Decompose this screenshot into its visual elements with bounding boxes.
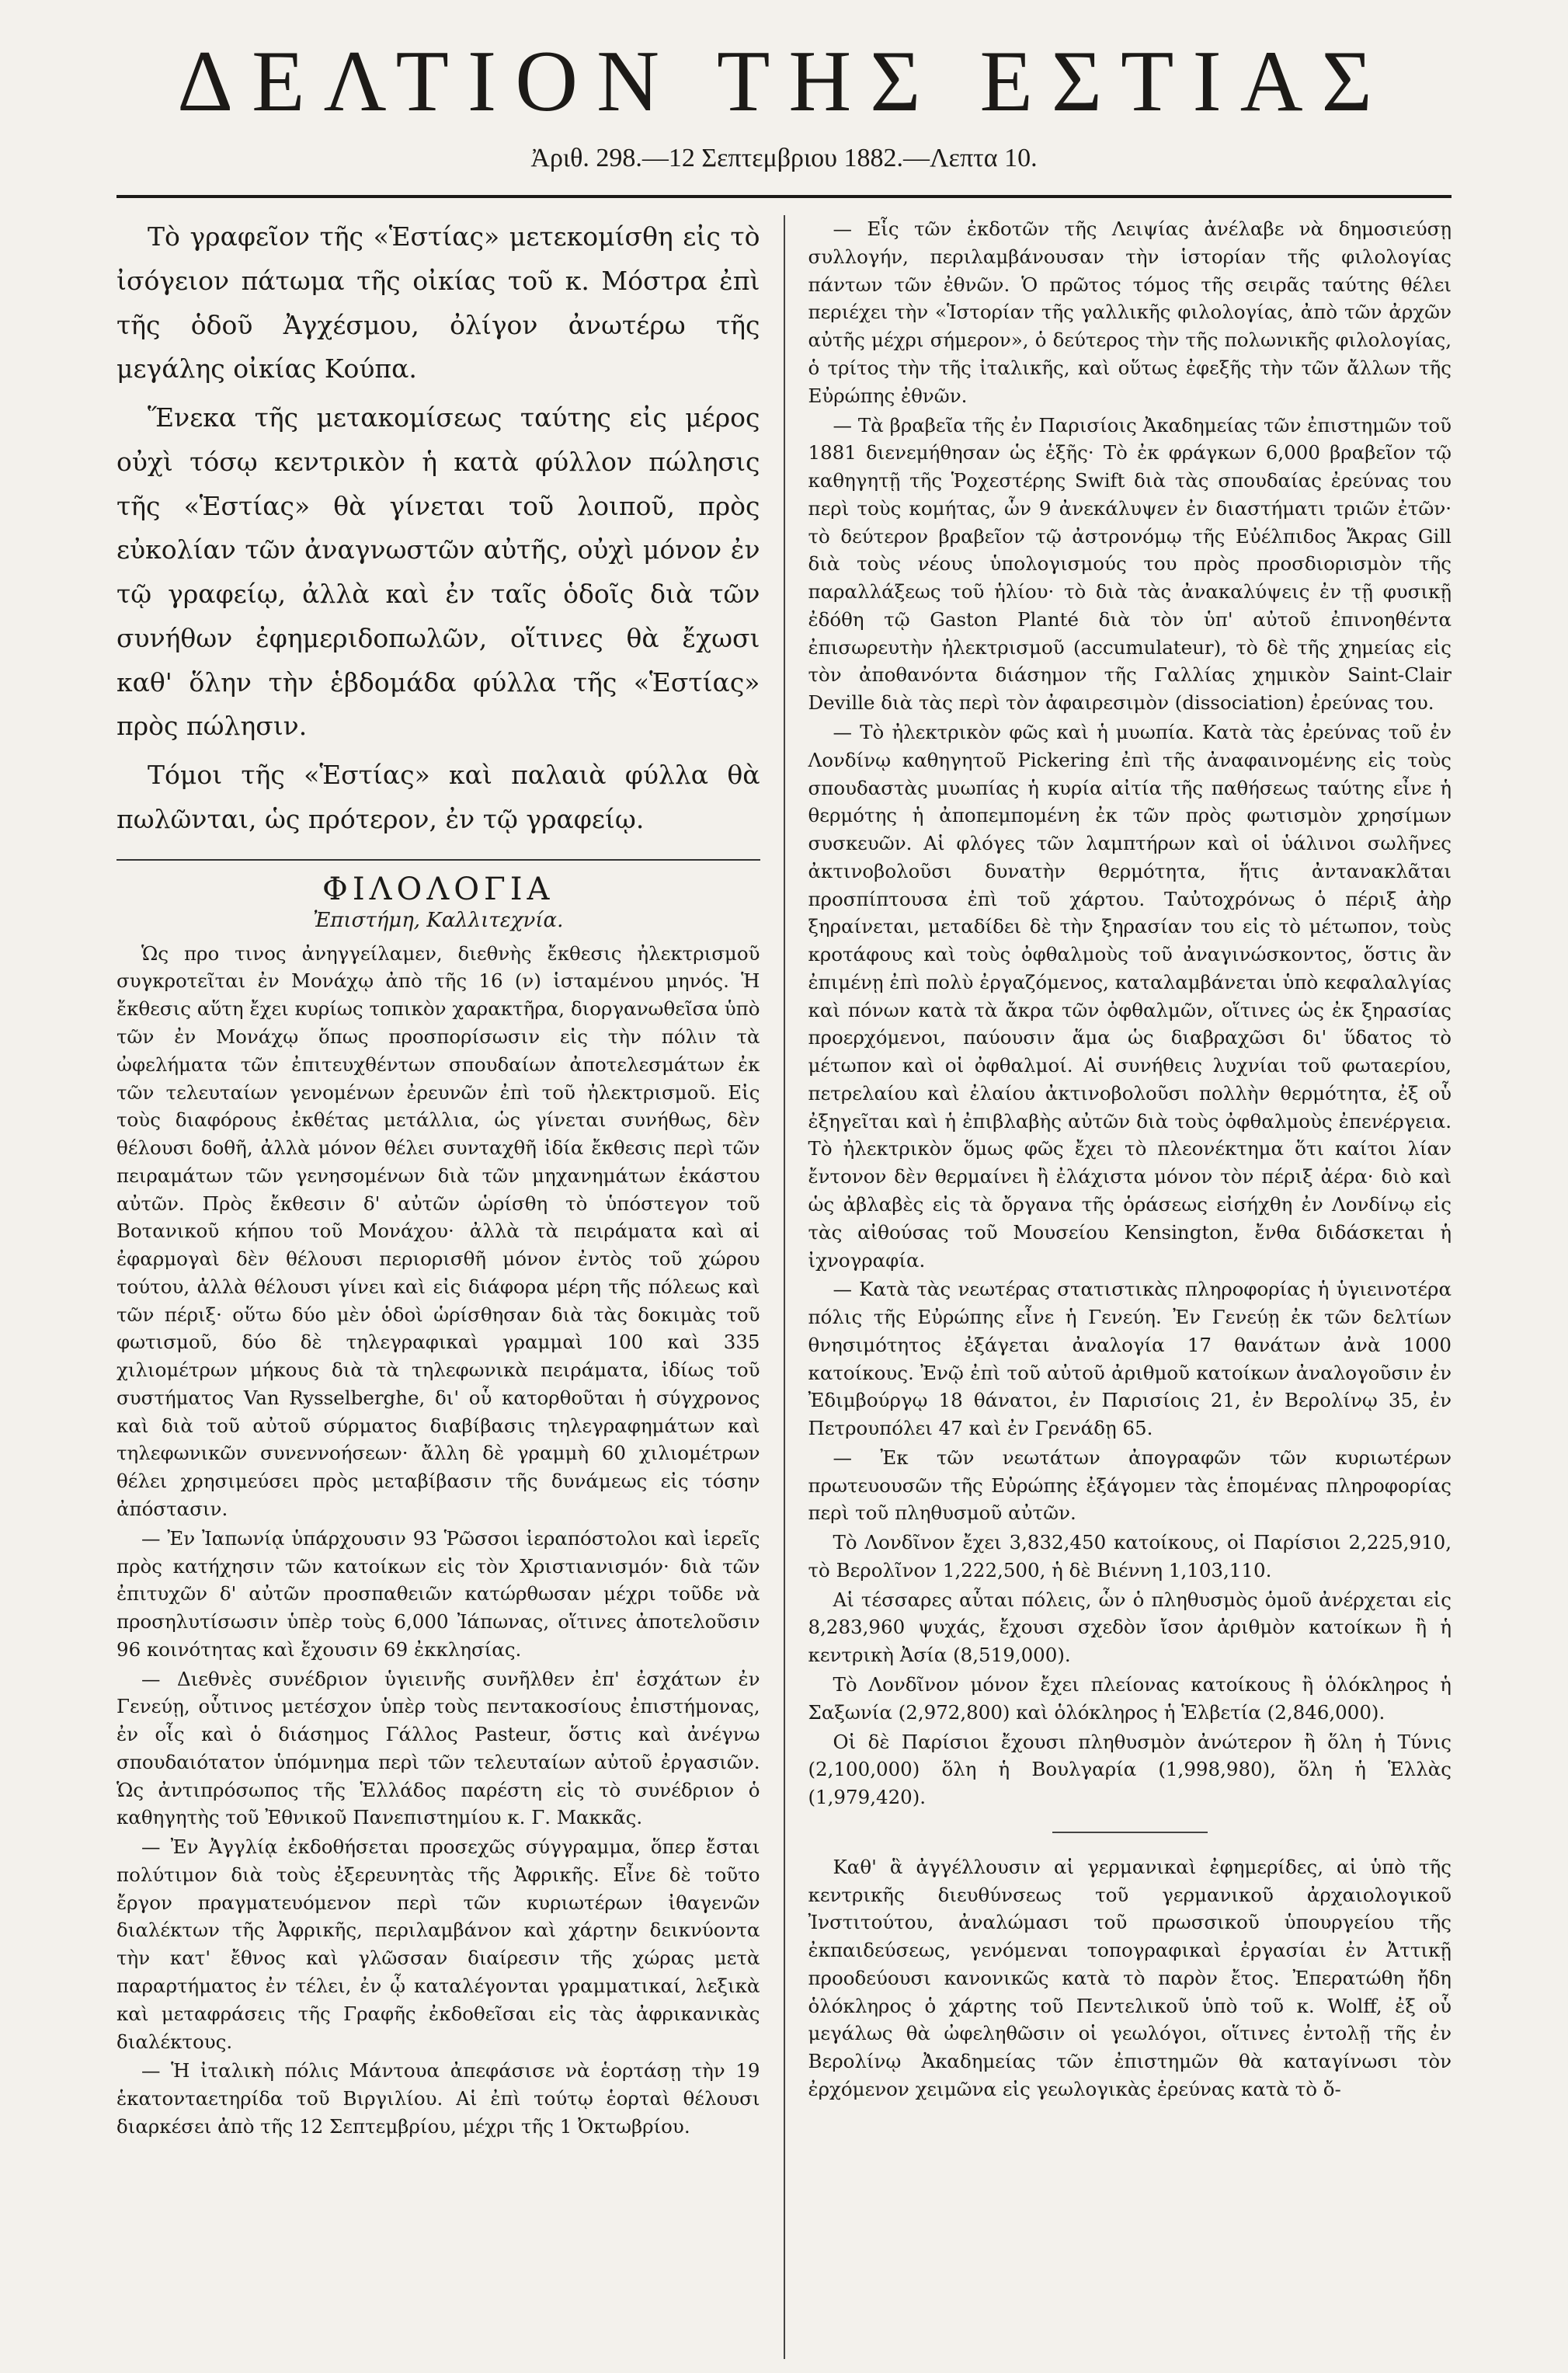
short-divider xyxy=(1052,1832,1208,1833)
article-paragraph: Οἱ δὲ Παρίσιοι ἔχουσι πληθυσμὸν ἀνώτερον ἢ ὅλη ἡ Τύνις (2,100,000) ὅλη ἡ Βουλγαρία (1,998,980), ὅλη ἡ Ἑλλὰς (1,979,420). xyxy=(808,1730,1452,1809)
article-paragraph: — Κατὰ τὰς νεωτέρας στατιστικὰς πληροφορίας ἡ ὑγιεινοτέρα πόλις τῆς Εὐρώπης εἶνε ἡ Γενεύη. Ἐν Γενεύῃ ἐκ τῶν δελτίων θνησιμότητος ἐξάγεται ἀναλογία 17 θανάτων ἀνὰ 1000 κατοίκους. Ἐνῷ ἐπὶ τοῦ αὐτοῦ ἀριθμοῦ κατοίκων ἀναλογοῦσιν ἐν Ἐδιμβούργῳ 18 θάνατοι, ἐν Παρισίοις 21, ἐν Βερολίνῳ 35, ἐν Πετρουπόλει 47 καὶ ἐν Γρενάδῃ 65. xyxy=(808,1278,1452,1440)
article-paragraph: — Ἐν Ἀγγλίᾳ ἐκδοθήσεται προσεχῶς σύγγραμμα, ὅπερ ἔσται πολύτιμον διὰ τοὺς ἐξερευνητὰς τῆς Ἀφρικῆς. Εἶνε δὲ τοῦτο ἔργον πραγματευόμενον περὶ τῶν κυριωτέρων ἰθαγενῶν διαλέκτων τῆς Ἀφρικῆς, περιλαμβάνον καὶ χάρτην δεικνύοντα τὴν κατ' ἔθνος καὶ γλῶσσαν διαίρεσιν τῆς χώρας μετὰ παραρτήματος ἐν τέλει, ἐν ᾧ καταλέγονται γραμματικαί, λεξικὰ καὶ μεταφράσεις τῆς Γραφῆς ἐκδοθεῖσαι εἰς τὰς ἀφρικανικὰς διαλέκτους. xyxy=(116,1835,760,2053)
article-paragraph: Τὸ Λονδῖνον μόνον ἔχει πλείονας κατοίκους ἢ ὁλόκληρος ἡ Σαξωνία (2,972,800) καὶ ὁλόκληρος ἡ Ἑλβετία (2,846,000). xyxy=(808,1673,1452,1724)
article-paragraph: — Διεθνὲς συνέδριον ὑγιεινῆς συνῆλθεν ἐπ' ἐσχάτων ἐν Γενεύῃ, οὗτινος μετέσχον ὑπὲρ τοὺς πεντακοσίους ἐπιστήμονας, ἐν οἷς καὶ ὁ διάσημος Γάλλος Pasteur, ὅστις καὶ ἀνέγνω σπουδαιότατον ὑπόμνημα περὶ τῶν τελευταίων αὐτοῦ ἐργασιῶν. Ὡς ἀντιπρόσωπος τῆς Ἑλλάδος παρέστη εἰς τὸ συνέδριον ὁ καθηγητὴς τοῦ Ἐθνικοῦ Πανεπιστημίου κ. Γ. Μακκᾶς. xyxy=(116,1667,760,1829)
notice-paragraph: Τὸ γραφεῖον τῆς «Ἑστίας» μετεκομίσθη εἰς τὸ ἰσόγειον πάτωμα τῆς οἰκίας τοῦ κ. Μόστρα ἐπὶ τῆς ὁδοῦ Ἀγχέσμου, ὀλίγον ἀνωτέρω τῆς μεγάλης οἰκίας Κούπα. xyxy=(116,221,760,384)
article-paragraph: — Τὸ ἠλεκτρικὸν φῶς καὶ ἡ μυωπία. Κατὰ τὰς ἐρεύνας τοῦ ἐν Λονδίνῳ καθηγητοῦ Pickering ἐπὶ τῆς ἀναφαινομένης εἰς τοὺς σπουδαστὰς μυωπίας ἡ κυρία αἰτία τῆς παθήσεως ταύτης εἶνε ἡ θερμότης ἡ ἀποπεμπομένη ἐκ τῶν πρὸς φωτισμὸν χρησίμων συσκευῶν. Αἱ φλόγες τῶν λαμπτήρων καὶ οἱ ὑάλινοι σωλῆνες ἀκτινοβολοῦσι δυνατὴν θερμότητα, ἥτις ἀντανακλᾶται προσπίπτουσα ἐπὶ τοῦ χάρτου. Ταὐτοχρόνως ὁ πέριξ ἀὴρ ξηραίνεται, μεταδίδει δὲ τὴν ξηρασίαν του εἰς τὸ μέτωπον, τοὺς κροτάφους καὶ τοὺς ὀφθαλμοὺς τοῦ ἀναγινώσκοντος, ὅστις ἂν ἐπιμένῃ ἐπὶ πολὺ ἐργαζόμενος, καταλαμβάνεται ὑπὸ κεφαλαλγίας καὶ πόνων κατὰ τὰ ἄκρα τῶν ὀφθαλμῶν, οἵτινες ὡς ἐκ ξηρασίας προερχόμενοι, παύουσιν ἅμα ὡς διαβραχῶσι δι' ὕδατος τὸ μέτωπον καὶ οἱ ὀφθαλμοί. Αἱ συνήθεις λυχνίαι τοῦ φωταερίου, πετρελαίου καὶ ἐλαίου ἀκτινοβολοῦσι πολλὴν θερμότητα, ἐξ οὗ ἐξηγεῖται καὶ ἡ ἐπιβλαβὴς αὐτῶν διὰ τοὺς ὀφθαλμοὺς ἐπενέργεια. Τὸ ἠλεκτρικὸν ὅμως φῶς ἔχει τὸ πλεονέκτημα ὅτι καίτοι λίαν ἔντονον δὲν θερμαίνει ἢ ἐλάχιστα μόνον τὸν πέριξ ἀέρα· διὸ καὶ ὡς ἀβλαβὲς εἰς τὰ ὄργανα τῆς ὁράσεως εἰσήχθη ἐν Λονδίνῳ εἰς τὰς αἰθούσας τοῦ Μουσείου Kensington, ἔνθα διδάσκεται ἡ ἰχνογραφία. xyxy=(808,720,1452,1272)
issue-line: Ἀριθ. 298.—12 Σεπτεμβριου 1882.—Λεπτα 10. xyxy=(530,144,1038,173)
masthead-title: ΔΕΛΤΙΟΝ ΤΗΣ ΕΣΤΙΑΣ xyxy=(177,33,1391,130)
section-title: ΦΙΛΟΛΟΓΙΑ xyxy=(322,871,555,907)
notice-paragraph: Τόμοι τῆς «Ἑστίας» καὶ παλαιὰ φύλλα θὰ πωλῶνται, ὡς πρότερον, ἐν τῷ γραφείῳ. xyxy=(116,760,760,834)
right-column xyxy=(785,215,1452,2359)
section-subtitle: Ἐπιστήμη, Καλλιτεχνία. xyxy=(313,908,564,932)
article-paragraph: Τὸ Λονδῖνον ἔχει 3,832,450 κατοίκους, οἱ Παρίσιοι 2,225,910, τὸ Βερολῖνον 1,222,500, ἡ δὲ Βιέννη 1,103,110. xyxy=(808,1531,1452,1581)
article-paragraph: — Ἐν Ἰαπωνίᾳ ὑπάρχουσιν 93 Ῥῶσσοι ἱεραπόστολοι καὶ ἱερεῖς πρὸς κατήχησιν τῶν κατοίκων εἰς τὸν Χριστιανισμόν· διὰ τῶν ἐπιτυχῶν δ' αὐτῶν προσπαθειῶν κατώρθωσαν μέχρι τοῦδε νὰ προσηλυτίσωσιν ὑπὲρ τοὺς 6,000 Ἰάπωνας, οἵτινες ἀποτελοῦσιν 96 κοινότητας καὶ ἔχουσιν 69 ἐκκλησίας. xyxy=(116,1526,760,1661)
article-paragraph: — Εἷς τῶν ἐκδοτῶν τῆς Λειψίας ἀνέλαβε νὰ δημοσιεύσῃ συλλογήν, περιλαμβάνουσαν τὴν ἱστορίαν τῆς φιλολογίας πάντων τῶν ἐθνῶν. Ὁ πρῶτος τόμος τῆς σειρᾶς ταύτης θέλει περιέχει τὴν «Ἱστορίαν τῆς γαλλικῆς φιλολογίας, ἀπὸ τῶν ἀρχῶν αὐτῆς μέχρι σήμερον», ὁ δεύτερος τὴν τῆς πολωνικῆς φιλολογίας, ὁ τρίτος τὴν τῆς ἰταλικῆς, καὶ οὕτως ἐφεξῆς τὴν τῶν ἄλλων τῆς Εὐρώπης ἐθνῶν. xyxy=(808,217,1452,407)
left-column xyxy=(116,215,785,2359)
article-paragraph: Αἱ τέσσαρες αὗται πόλεις, ὧν ὁ πληθυσμὸς ὁμοῦ ἀνέρχεται εἰς 8,283,960 ψυχάς, ἔχουσι σχεδὸν ἴσον ἀριθμὸν κατοίκων ἢ ἡ κεντρικὴ Ἀσία (8,519,000). xyxy=(808,1588,1452,1667)
columns xyxy=(116,215,1452,2359)
article-paragraph: — Ἡ ἰταλικὴ πόλις Μάντουα ἀπεφάσισε νὰ ἑορτάσῃ τὴν 19 ἑκατονταετηρίδα τοῦ Βιργιλίου. Αἱ ἐπὶ τούτῳ ἑορταὶ θέλουσι διαρκέσει ἀπὸ τῆς 12 Σεπτεμβρίου, μέχρι τῆς 1 Ὀκτωβρίου. xyxy=(116,2059,760,2138)
article-paragraph: Ὡς προ τινος ἀνηγγείλαμεν, διεθνὴς ἔκθεσις ἠλεκτρισμοῦ συγκροτεῖται ἐν Μονάχῳ ἀπὸ τῆς 16 (ν) ἱσταμένου μηνός. Ἡ ἔκθεσις αὕτη ἔχει κυρίως τοπικὸν χαρακτῆρα, διοργανωθεῖσα ὑπὸ τῶν ἐν Μονάχῳ ὅπως προσπορίσωσιν εἰς τὴν πόλιν τὰ ὠφελήματα τῶν ἐπιτευχθέντων σπουδαίων ἀποτελεσμάτων ἐκ τῶν τελευταίων γενομένων ἐρευνῶν ἐπὶ τοῦ ἠλεκτρισμοῦ. Εἰς τοὺς διαφόρους ἐκθέτας μετάλλια, ὡς γίνεται συνήθως, δὲν θέλουσι δοθῆ, ἀλλὰ μόνον θέλει συνταχθῆ ἰδία ἔκθεσις περὶ τῶν πειραμάτων τῶν γενησομένων διὰ τῶν μηχανημάτων ἑκάστου αὐτῶν. Πρὸς ἔκθεσιν δ' αὐτῶν ὡρίσθη τὸ ὑπόστεγον τοῦ Βοτανικοῦ κήπου τοῦ Μονάχου· ἀλλὰ τὰ πειράματα καὶ αἱ ἐφαρμογαὶ δὲν θέλουσι περιορισθῆ μόνον ἐντὸς τοῦ χώρου τούτου, ἀλλὰ θέλουσι γίνει καὶ εἰς διάφορα μέρη τῆς πόλεως καὶ τῶν πέριξ· οὕτω δύο μὲν ὁδοὶ ὡρίσθησαν διὰ τὰς δοκιμὰς τοῦ φωτισμοῦ, δύο δὲ τηλεγραφικαὶ γραμμαὶ 100 καὶ 335 χιλιομέτρων μήκους διὰ τὰ τηλεφωνικὰ πειράματα, ἰδίως τοῦ συστήματος Van Rysselberghe, δι' οὗ κατορθοῦται ἡ σύγχρονος καὶ διὰ τοῦ αὐτοῦ σύρματος διαβίβασις τηλεγραφημάτων καὶ τηλεφωνικῶν συνεννοήσεων· ἄλλη δὲ γραμμὴ 60 χιλιομέτρων θέλει χρησιμεύσει πρὸς μεταβίβασιν τῆς δυνάμεως εἰς τόσην ἀπόστασιν. xyxy=(116,941,760,1520)
article-paragraph: Καθ' ἃ ἀγγέλλουσιν αἱ γερμανικαὶ ἐφημερίδες, αἱ ὑπὸ τῆς κεντρικῆς διευθύνσεως τοῦ γερμανικοῦ ἀρχαιολογικοῦ Ἰνστιτούτου, ἀναλώμασι τοῦ πρωσσικοῦ ὑπουργείου τῆς ἐκπαιδεύσεως, γενόμεναι τοπογραφικαὶ ἐργασίαι ἐν Ἀττικῇ προοδεύουσι κανονικῶς κατὰ τὸ παρὸν ἔτος. Ἐπερατώθη ἤδη ὁλόκληρος ὁ χάρτης τοῦ Πεντελικοῦ ὑπὸ τοῦ κ. Wolff, ἐξ οὗ μεγάλως θὰ ὠφεληθῶσιν οἱ γεωλόγοι, οἵτινες ἐντολῇ τῆς ἐν Βερολίνῳ Ἀκαδημείας τῶν ἐπιστημῶν θὰ καταγίνωσι τὸν ἐρχόμενον χειμῶνα εἰς γεωλογικὰς ἐρεύνας κατὰ τὸ ὄ- xyxy=(808,1855,1452,2100)
article-paragraph: — Ἐκ τῶν νεωτάτων ἀπογραφῶν τῶν κυριωτέρων πρωτευουσῶν τῆς Εὐρώπης ἐξάγομεν τὰς ἑπομένας πληροφορίας περὶ τοῦ πληθυσμοῦ αὐτῶν. xyxy=(808,1446,1452,1525)
section-divider xyxy=(116,859,760,861)
notice-paragraph: Ἕνεκα τῆς μετακομίσεως ταύτης εἰς μέρος οὐχὶ τόσῳ κεντρικὸν ἡ κατὰ φύλλον πώλησις τῆς «Ἑστίας» θὰ γίνεται τοῦ λοιποῦ, πρὸς εὐκολίαν τῶν ἀναγνωστῶν αὐτῆς, οὐχὶ μόνον ἐν τῷ γραφείῳ, ἀλλὰ καὶ ἐν ταῖς ὁδοῖς διὰ τῶν συνήθων ἐφημεριδοπωλῶν, οἵτινες θὰ ἔχωσι καθ' ὅλην τὴν ἑβδομάδα φύλλα τῆς «Ἑστίας» πρὸς πώλησιν. xyxy=(116,402,760,742)
article-paragraph: — Τὰ βραβεῖα τῆς ἐν Παρισίοις Ἀκαδημείας τῶν ἐπιστημῶν τοῦ 1881 διενεμήθησαν ὡς ἑξῆς· Τὸ ἐκ φράγκων 6,000 βραβεῖον τῷ καθηγητῇ τῆς Ῥοχεστέρης Swift διὰ τὰς σπουδαίας ἐρεύνας του περὶ τοὺς κομήτας, ὧν 9 ἀνεκάλυψεν ἐν διαστήματι τριῶν ἐτῶν· τὸ δεύτερον βραβεῖον τῷ ἀστρονόμῳ τῆς Εὐέλπιδος Ἄκρας Gill διὰ τοὺς νέους ὑπολογισμούς του πρὸς προσδιορισμὸν τῆς παραλλάξεως τοῦ ἡλίου· τὸ διὰ τὰς ἀνακαλύψεις ἐν τῇ φυσικῇ ἐδόθη τῷ Gaston Planté διὰ τὸν ὑπ' αὐτοῦ ἐπινοηθέντα ἐπισωρευτὴν ἠλεκτρισμοῦ (accumulateur), τὸ δὲ τῆς χημείας εἰς τὸν ἀποθανόντα διάσημον τῆς Γαλλίας χημικὸν Saint-Clair Deville διὰ τὰς περὶ τὸν ἀφαιρεσιμὸν (dissociation) ἐρεύνας του. xyxy=(808,413,1452,715)
masthead-rule xyxy=(116,195,1452,198)
